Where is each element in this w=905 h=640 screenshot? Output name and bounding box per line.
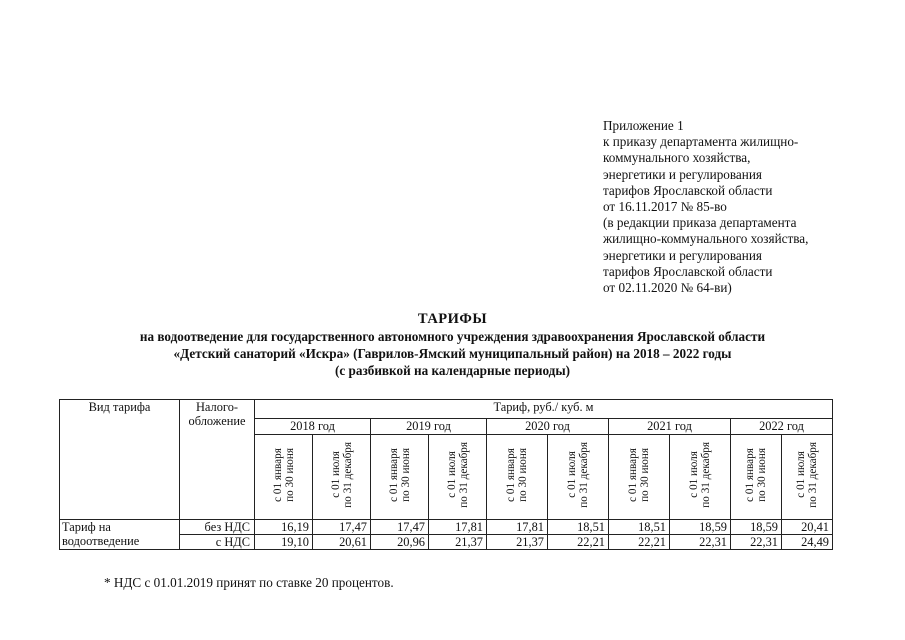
- tariff-value: 21,37: [429, 535, 487, 550]
- header-taxation: [180, 400, 255, 520]
- period-end-text: по 31 декабря: [700, 442, 712, 508]
- tariff-value: 17,81: [487, 520, 548, 535]
- period-start-text: с 01 июля: [329, 451, 342, 499]
- period-start-text: с 01 января: [627, 448, 639, 502]
- row-label-line-2: водоотведение: [62, 534, 140, 548]
- document-title: ТАРИФЫ: [417, 311, 488, 327]
- period-first-half: [371, 435, 429, 520]
- heading-line-1: на водоотведение для государственного автономного учреждения здравоохранения Ярославской области: [139, 329, 766, 344]
- period-end-text: по 31 декабря: [578, 442, 590, 508]
- tax-cell-without-vat: без НДС: [180, 520, 255, 535]
- tariff-value: 24,49: [782, 535, 833, 550]
- tariff-value: 18,59: [670, 520, 731, 535]
- tariff-value: 16,19: [255, 520, 313, 535]
- tariff-value: 18,59: [731, 520, 782, 535]
- period-second-half: [548, 435, 609, 520]
- annex-line: тарифов Ярославской области: [603, 263, 773, 279]
- annex-line: (в редакции приказа департамента: [603, 215, 797, 231]
- vat-footnote: * НДС с 01.01.2019 принят по ставке 20 процентов.: [104, 575, 394, 590]
- tariff-value: 21,37: [487, 535, 548, 550]
- period-start-text: с 01 июля: [566, 451, 578, 499]
- header-taxation-line-2: обложение: [188, 414, 246, 428]
- period-start-text: с 01 января: [744, 448, 756, 502]
- year-header-2022: 2022 год: [731, 419, 833, 435]
- year-header-2021: 2021 год: [609, 419, 731, 435]
- header-tariff-type: [60, 400, 180, 520]
- period-second-half: [429, 435, 487, 520]
- year-header-2018: 2018 год: [255, 419, 371, 435]
- annex-line: энергетики и регулирования: [603, 166, 762, 182]
- header-taxation-line-1: Налого-: [195, 400, 239, 414]
- annex-line: Приложение 1: [603, 118, 684, 133]
- heading-line-2: «Детский санаторий «Искра» (Гаврилов-Ямский муниципальный район) на 2018 – 2022 годы: [173, 346, 732, 361]
- tariff-value: 18,51: [548, 520, 609, 535]
- tax-cell-with-vat: с НДС: [180, 535, 255, 550]
- period-end-text: по 30 июня: [399, 448, 412, 502]
- period-start-text: с 01 января: [271, 448, 284, 502]
- period-end-text: по 31 декабря: [341, 442, 354, 508]
- period-second-half: [313, 435, 371, 520]
- tariff-value: 18,51: [609, 520, 670, 535]
- annex-block: [603, 118, 893, 296]
- tariff-value: 20,61: [313, 535, 371, 550]
- period-end-text: по 30 июня: [639, 448, 651, 502]
- tariff-value: 17,47: [371, 520, 429, 535]
- tariff-value: 22,31: [731, 535, 782, 550]
- annex-line: от 02.11.2020 № 64-ви): [603, 280, 732, 296]
- period-second-half: [782, 435, 833, 520]
- document-heading: [0, 310, 905, 379]
- period-end-text: по 30 июня: [283, 448, 296, 502]
- period-end-text: по 30 июня: [756, 448, 768, 502]
- period-end-text: по 30 июня: [517, 448, 529, 502]
- annex-line: к приказу департамента жилищно-: [603, 134, 799, 150]
- period-start-text: с 01 июля: [445, 451, 458, 499]
- period-end-text: по 31 декабря: [807, 442, 819, 508]
- header-tariff-unit: [255, 400, 833, 419]
- tariff-value: 17,47: [313, 520, 371, 535]
- header-tariff-unit-label: Тариф, руб./ куб. м: [493, 400, 594, 414]
- annex-line: жилищно-коммунального хозяйства,: [603, 231, 809, 247]
- period-second-half: [670, 435, 731, 520]
- period-first-half: [731, 435, 782, 520]
- year-header-2020: 2020 год: [487, 419, 609, 435]
- row-label-line-1: Тариф на: [62, 520, 111, 534]
- heading-line-3: (с разбивкой на календарные периоды): [334, 363, 571, 378]
- tariff-value: 17,81: [429, 520, 487, 535]
- period-start-text: с 01 января: [387, 448, 400, 502]
- annex-line: тарифов Ярославской области: [603, 182, 773, 198]
- period-first-half: [609, 435, 670, 520]
- period-start-text: с 01 июля: [688, 451, 700, 499]
- tariff-value: 22,31: [670, 535, 731, 550]
- annex-line: коммунального хозяйства,: [603, 150, 751, 166]
- tariff-value: 20,96: [371, 535, 429, 550]
- table-row: [60, 520, 833, 535]
- period-start-text: с 01 июля: [795, 451, 807, 499]
- tariff-value: 22,21: [609, 535, 670, 550]
- row-label-wastewater: [60, 520, 180, 550]
- tariff-value: 19,10: [255, 535, 313, 550]
- period-first-half: [487, 435, 548, 520]
- period-start-text: с 01 января: [505, 448, 517, 502]
- year-header-2019: 2019 год: [371, 419, 487, 435]
- tariff-value: 22,21: [548, 535, 609, 550]
- tariff-table: [59, 399, 833, 550]
- period-first-half: [255, 435, 313, 520]
- tariff-value: 20,41: [782, 520, 833, 535]
- period-end-text: по 31 декабря: [457, 442, 470, 508]
- header-tariff-type-label: Вид тарифа: [88, 400, 151, 414]
- annex-line: от 16.11.2017 № 85-во: [603, 199, 727, 215]
- annex-line: энергетики и регулирования: [603, 247, 762, 263]
